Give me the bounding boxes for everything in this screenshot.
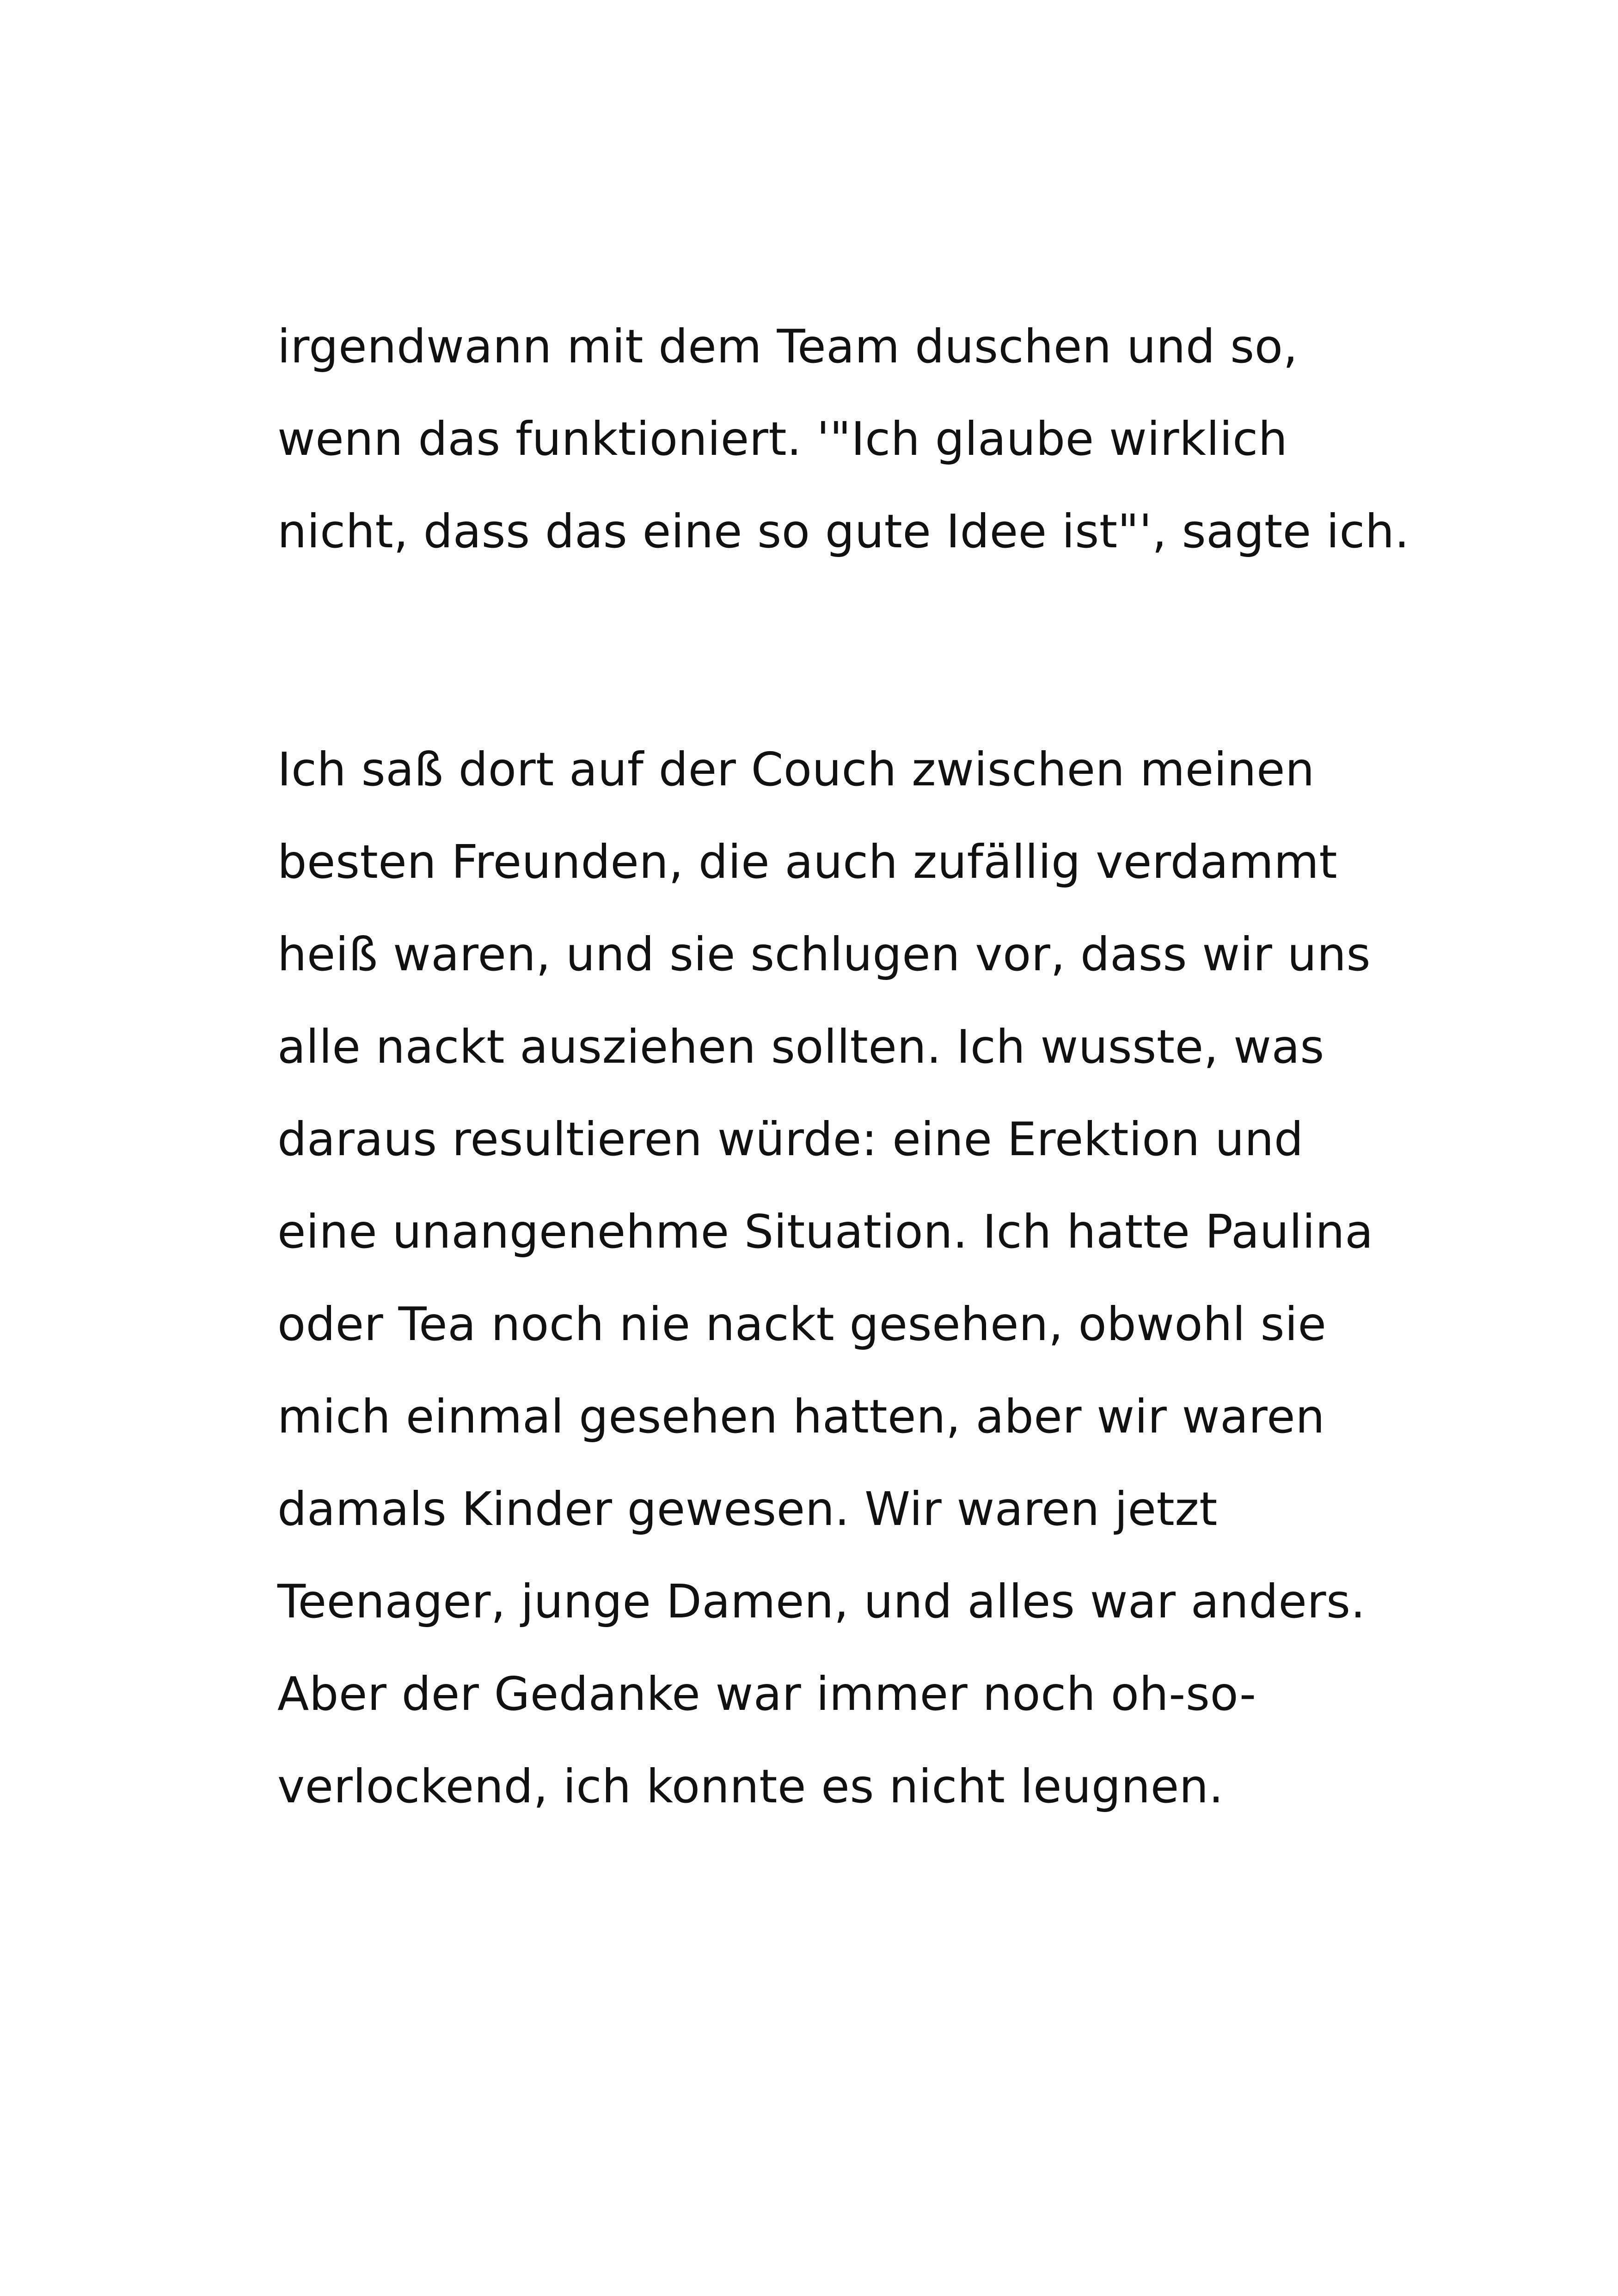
text-line: Aber der Gedanke war immer noch oh-so-: [277, 1667, 1256, 1721]
text-line: Ich saß dort auf der Couch zwischen meinen: [277, 742, 1315, 796]
text-line: mich einmal gesehen hatten, aber wir waren: [277, 1390, 1325, 1444]
text-line: damals Kinder gewesen. Wir waren jetzt: [277, 1482, 1218, 1536]
text-line: oder Tea noch nie nackt gesehen, obwohl sie: [277, 1297, 1327, 1351]
paragraph-1: [277, 300, 1410, 578]
text-line: alle nackt ausziehen sollten. Ich wusste, was: [277, 1020, 1324, 1074]
text-line: besten Freunden, die auch zufällig verdammt: [277, 835, 1338, 889]
text-line: heiß waren, und sie schlugen vor, dass wir uns: [277, 927, 1371, 981]
text-line: nicht, dass das eine so gute Idee ist"', sagte ich.: [277, 504, 1410, 558]
text-line: wenn das funktioniert. '"Ich glaube wirklich: [277, 412, 1288, 466]
paragraph-2: [277, 723, 1387, 1833]
text-line: eine unangenehme Situation. Ich hatte Paulina: [277, 1205, 1373, 1259]
text-line: daraus resultieren würde: eine Erektion und: [277, 1112, 1304, 1166]
text-line: Teenager, junge Damen, und alles war anders.: [277, 1574, 1366, 1629]
text-line: irgendwann mit dem Team duschen und so,: [277, 319, 1298, 373]
text-line: verlockend, ich konnte es nicht leugnen.: [277, 1759, 1224, 1813]
